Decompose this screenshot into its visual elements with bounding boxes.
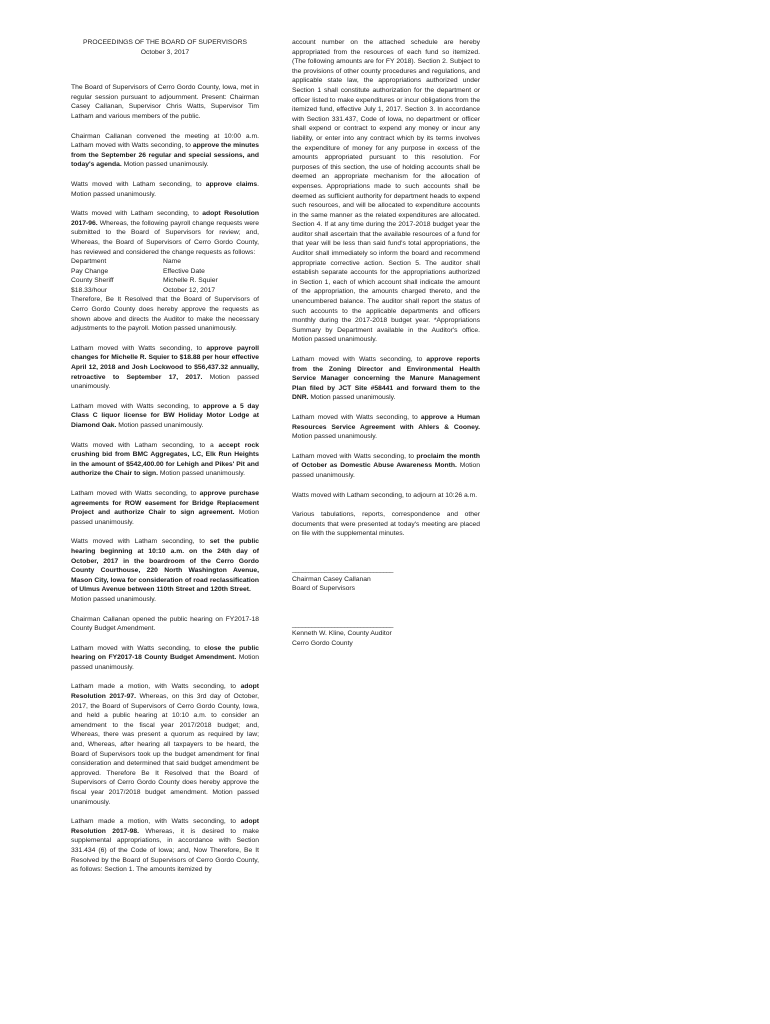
signature-line: _______________________________	[292, 565, 393, 573]
resolution-96-paragraph: Watts moved with Latham seconding, to adopt Resolution 2017-96. Whereas, the following payroll change requests were submitted to the Board of Supervisors for review; and, Whereas, the Board of Supervisors of Cerro Gordo County, has reviewed and considered the change requests as follows: Department Name Pay Change Effective Date County Sheriff Michelle R. Squier $18.33/hour October 12, 2017 Therefore, Be It Resolved that the Board of Supervisors of Cerro Gordo County does hereby approve the requests as shown above and directs the Auditor to make the necessary adjustments to the payroll. Motion passed unanimously.	[71, 210, 260, 333]
payroll-change-table	[71, 257, 259, 295]
signature-line: _______________________________	[292, 620, 393, 628]
signer-name: Kenneth W. Kline, County Auditor	[292, 630, 392, 638]
resolution-97-paragraph: Latham made a motion, with Watts seconding, to adopt Resolution 2017-97. Whereas, on this 3rd day of October, 2017, the Board of Supervisors of Cerro Gordo County, Iowa, and held a public hearing at 10:10 a.m. to consider an amendment to the fiscal year 2017/2018 budget; and, Whereas, there was present a quorum as required by law; and, Whereas, after hearing all taxpayers to be heard, the Board of Supervisors took up the budget amendment for final consideration and determined that said budget amendment be approved. Therefore Be It Resolved that the Board of Supervisors of Cerro Gordo County does hereby approve the fiscal year 2017/2018 budget amendment. Motion passed unanimously.	[71, 683, 259, 806]
table-cell: County Sheriff	[71, 277, 114, 285]
chairman-signature-block	[292, 565, 480, 594]
table-cell: Department	[71, 258, 107, 266]
public-hearing-paragraph: Watts moved with Latham seconding, to set the public hearing beginning at 10:10 a.m. on the 24th day of October, 2017 in the boardroom of the Cerro Gordo County Courthouse, 220 North Washington Avenue, Mason City, Iowa for consideration of road reclassification of Ulmus Avenue between 110th Street and 120th Street. Motion passed unanimously.	[71, 538, 260, 603]
documents-on-file-paragraph: Various tabulations, reports, correspondence and other documents that were presented at today's meeting are placed on file with the supplemental minutes.	[292, 511, 480, 538]
resolution-98-paragraph: Latham made a motion, with Watts seconding, to adopt Resolution 2017-98. Whereas, it is desired to make supplemental appropriations, in accordance with Section 331.434 (6) of the Code of Iowa; and, Now Therefore, Be It Resolved by the Board of Supervisors of Cerro Gordo County, as follows: Section 1. The amounts itemized by	[71, 818, 259, 874]
table-cell: Name	[163, 258, 182, 266]
claims-paragraph: Watts moved with Latham seconding, to approve claims. Motion passed unanimously.	[71, 180, 259, 198]
meeting-date: October 3, 2017	[140, 48, 190, 56]
signer-title: Cerro Gordo County	[292, 639, 353, 647]
right-column	[292, 38, 480, 648]
left-column	[71, 38, 259, 885]
rock-crushing-paragraph: Watts moved with Latham seconding, to a accept rock crushing bid from BMC Aggregates, LC, Elk Run Heights in the amount of $542,400.00 for Lehigh and Pikes' Pit and authorize the Chair to sign. Motion passed unanimously.	[71, 441, 259, 478]
zoning-reports-paragraph: Latham moved with Watts seconding, to approve reports from the Zoning Director and Environmental Health Service Manager concerning the Manure Management Plan filed by JCT Site #58441 and forward them to the DNR. Motion passed unanimously.	[292, 356, 480, 402]
payroll-changes-paragraph: Latham moved with Watts seconding, to approve payroll changes for Michelle R. Squier to $18.88 per hour effective April 12, 2018 and Josh Lockwood to $56,437.32 annually, retroactive to September 17, 2017. Motion passed unanimously.	[71, 344, 259, 391]
appropriations-paragraph: account number on the attached schedule are hereby appropriated from the resources of each fund so itemized. (The following amounts are for FY 2018). Section 2. Subject to the provisions of other county procedures and regulations, and applicable state law, the appropriations authorized under Section 1 shall constitute authorization for the department or officer listed to make expenditures or incur obligations from the itemized fund, effective July 1, 2017. Section 3. In accordance with Section 331.437, Code of Iowa, no department or officer shall expend or contract to expend any money or incur any liability, or enter into any contract which by its terms involves the expenditure of money for any purpose in excess of the amounts appropriated pursuant to this resolution. For purposes of this section, the use of holding accounts shall be deemed an appropriate mechanism for the allocation of expenses. Appropriations made to such accounts shall be deemed as sufficient authority for department heads to expend such resources, and will be allocated to expenditure accounts in the same manner as the related expenditures are allocated. Section 4. If at any time during the 2017-2018 budget year the auditor shall ascertain that the available resources of a fund for that year will be less than said fund's total appropriations, the Auditor shall immediately so inform the board and recommend appropriate corrective action. Section 5. The auditor shall establish separate accounts for the appropriations authorized in Section 1, each of which account shall indicate the amount of the appropriation, the amounts charged thereto, and the unencumbered balance. The auditor shall report the status of such accounts to the applicable departments and officers monthly during the 2017-2018 budget year. *Appropriations Summary by Department available in the Auditor's office. Motion passed unanimously.	[292, 39, 480, 344]
table-cell: October 12, 2017	[163, 286, 216, 294]
signer-name: Chairman Casey Callanan	[292, 575, 371, 583]
liquor-license-paragraph: Latham moved with Watts seconding, to approve a 5 day Class C liquor license for BW Holiday Motor Lodge at Diamond Oak. Motion passed unanimously.	[71, 402, 259, 429]
table-cell: Michelle R. Squier	[163, 277, 218, 285]
proclamation-paragraph: Latham moved with Watts seconding, to proclaim the month of October as Domestic Abuse Awareness Month. Motion passed unanimously.	[292, 452, 480, 479]
minutes-approval-paragraph: Chairman Callanan convened the meeting at 10:00 a.m. Latham moved with Watts seconding, to approve the minutes from the September 26 regular and special sessions, and today's agenda. Motion passed unanimously.	[71, 132, 260, 169]
document-header	[71, 38, 259, 57]
document-title: PROCEEDINGS OF THE BOARD OF SUPERVISORS	[82, 39, 248, 46]
hr-agreement-paragraph: Latham moved with Watts seconding, to approve a Human Resources Service Agreement with Ahlers & Cooney. Motion passed unanimously.	[292, 413, 481, 441]
table-cell: Effective Date	[163, 267, 205, 275]
signer-title: Board of Supervisors	[292, 585, 356, 593]
hearing-close-paragraph: Latham moved with Watts seconding, to close the public hearing on FY2017-18 County Budget Amendment. Motion passed unanimously.	[71, 644, 260, 671]
auditor-signature-block	[292, 620, 480, 649]
row-easement-paragraph: Latham moved with Watts seconding, to approve purchase agreements for ROW easement for Bridge Replacement Project and authorize Chair to sign agreement. Motion passed unanimously.	[71, 489, 259, 526]
table-cell: $18.33/hour	[71, 286, 108, 294]
hearing-open-paragraph: Chairman Callanan opened the public hearing on FY2017-18 County Budget Amendment.	[71, 615, 259, 633]
table-cell: Pay Change	[71, 267, 109, 275]
attendance-paragraph: The Board of Supervisors of Cerro Gordo County, Iowa, met in regular session pursuant to adjournment. Present: Chairman Casey Callanan, Supervisor Chris Watts, Supervisor Tim Latham and various members of the public.	[71, 84, 259, 120]
adjourn-paragraph: Watts moved with Latham seconding, to adjourn at 10:26 a.m.	[292, 491, 478, 499]
